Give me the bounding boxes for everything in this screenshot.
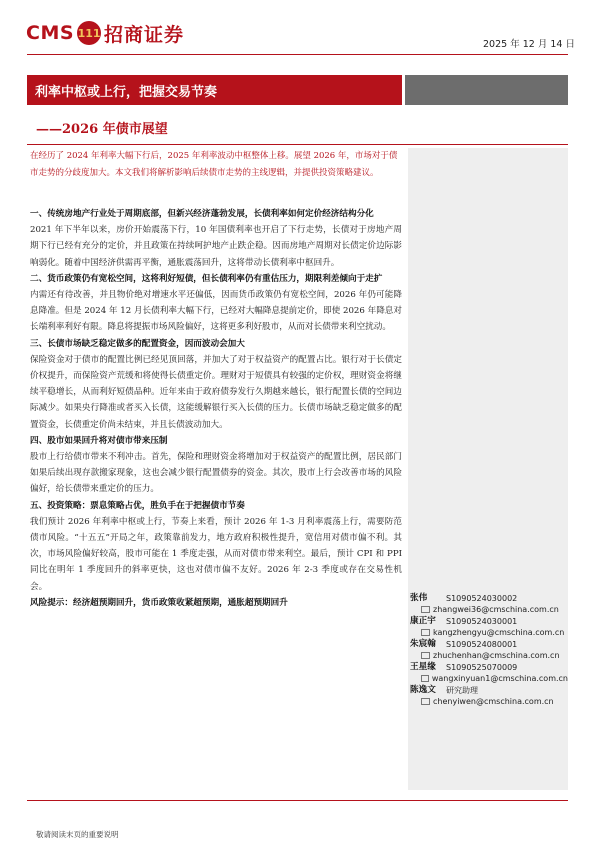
section-heading: 一、传统房地产行业处于周期底部，但新兴经济蓬勃发展，长债利率如何定价经济结构分化 — [30, 209, 374, 219]
analyst-cert: 研究助理 — [446, 686, 478, 695]
analyst-email[interactable]: zhuchenhan@cmschina.com.cn — [433, 651, 560, 660]
section-heading: 三、长债市场缺乏稳定做多的配置资金，因而波动会加大 — [30, 338, 245, 349]
analyst-name: 张伟 — [410, 593, 428, 603]
analyst-entry — [408, 639, 568, 661]
footer-divider — [27, 800, 568, 801]
analyst-name: 陈逸文 — [410, 685, 436, 695]
footer-disclaimer: 敬请阅读末页的重要说明 — [36, 830, 119, 839]
analyst-entry — [408, 685, 568, 707]
mail-icon — [421, 652, 430, 659]
analyst-cert: S1090524030001 — [446, 617, 518, 626]
mail-icon — [421, 606, 430, 613]
company-logo — [26, 18, 184, 48]
logo-cms-text: CMS — [26, 22, 75, 44]
analyst-cert: S1090525070009 — [446, 663, 518, 672]
section-text: 内需还有待改善，并且物价绝对增速水平还偏低，因而货币政策仍有宽松空间，2026 年仍可能降息降准。但是 2024 年 12 月长债利率大幅下行，已经对大幅降息提前定价，即使 2026 年降息对长端利率利好有限。降息将提振市场风险偏好，这将更多利好股市，从而对长债带来利空扰动。 — [30, 290, 402, 333]
analyst-list — [408, 593, 568, 708]
report-body — [30, 206, 402, 611]
analyst-email[interactable]: chenyiwen@cmschina.com.cn — [433, 697, 554, 706]
analyst-entry — [408, 662, 568, 684]
subtitle-divider — [27, 144, 568, 145]
analyst-cert: S1090524030002 — [446, 594, 518, 603]
section-text: 我们预计 2026 年利率中枢或上行，节奏上来看，预计 2026 年 1-3 月利率震荡上行，需要防范债市风险。“十五五”开局之年，政策靠前发力，地方政府积极性提升，宽信用对债市偏不利。其次，市场风险偏好较高，股市可能在 1 季度走强，从而对债市带来利空。最后，预计 CPI 和 PPI 同比在明年 1 季度回升的斜率更快，这也对债市偏不友好。2026 年 2-3 季度或存在交易性机会。 — [30, 516, 402, 592]
report-date: 2025 年 12 月 14 日 — [483, 39, 575, 50]
section-text: 股市上行给债市带来不利冲击。首先，保险和理财资金将增加对于权益资产的配置比例，居民部门如果后续出现存款搬家现象，这也会减少银行配置债券的资金。其次，股市上行会改善市场的风险偏好，给长债带来重定价的压力。 — [30, 452, 402, 495]
analyst-email[interactable]: wangxinyuan1@cmschina.com.cn — [431, 674, 568, 683]
analyst-name: 康正宇 — [410, 616, 436, 626]
section-heading: 四、股市如果回升将对债市带来压制 — [30, 435, 168, 446]
analyst-name: 朱宸翰 — [410, 639, 436, 649]
mail-icon — [421, 675, 429, 682]
analyst-entry — [408, 616, 568, 638]
section-text: 保险资金对于债市的配置比例已经见顶回落，并加大了对于权益资产的配置占比。银行对于长债定价权提升，而保险资产荒缓和将使得长债重定价。理财对于短债具有较强的定价权，理财资金将继续平稳增长，从而利好短债品种。近年来由于政府债券发行久期越来越长，银行配置长债的空间边际减少。如果央行降准或者买入长债，这能缓解银行买入长债的压力。长债市场缺乏稳定做多的配置资金，长债重定价尚未结束，并且长债波动加大。 — [30, 354, 402, 430]
analyst-entry — [408, 593, 568, 615]
sidebar-banner — [405, 75, 568, 105]
header-divider — [27, 54, 568, 55]
section-heading: 五、投资策略：票息策略占优，胜负手在于把握债市节奏 — [30, 500, 245, 511]
report-title: 利率中枢或上行，把握交易节奏 — [35, 85, 218, 100]
analyst-name: 王星缘 — [410, 662, 436, 672]
analyst-email[interactable]: kangzhengyu@cmschina.com.cn — [433, 628, 565, 637]
section-text: 2021 年下半年以来，房价开始震荡下行，10 年国债利率也开启了下行走势，长债对于房地产周期下行已经有充分的定价，并且政策在持续呵护地产止跌企稳。因而房地产周期对长债定价边际影响弱化。随着中国经济供需再平衡，通胀震荡回升，这将带动长债利率中枢回升。 — [30, 225, 402, 268]
mail-icon — [421, 629, 430, 636]
logo-chinese-text: 招商证券 — [104, 23, 185, 46]
abstract: 在经历了 2024 年利率大幅下行后，2025 年利率波动中枢整体上移。展望 2026 年，市场对于债市走势的分歧度加大。本文我们将解析影响后续债市走势的主线逻辑，并提供投资策略建议。 — [30, 151, 398, 178]
title-banner — [27, 75, 402, 105]
report-subtitle: ——2026 年债市展望 — [36, 122, 168, 137]
logo-seal-icon: 111 — [77, 21, 101, 45]
page-header — [0, 0, 595, 56]
risk-warning: 风险提示：经济超预期回升，货币政策收紧超预期，通胀超预期回升 — [30, 597, 288, 608]
mail-icon — [421, 698, 430, 705]
analyst-cert: S1090524080001 — [446, 640, 518, 649]
analyst-email[interactable]: zhangwei36@cmschina.com.cn — [433, 605, 559, 614]
section-heading: 二、货币政策仍有宽松空间，这将利好短债，但长债利率仍有重估压力，期限利差倾向于走扩 — [30, 273, 383, 284]
